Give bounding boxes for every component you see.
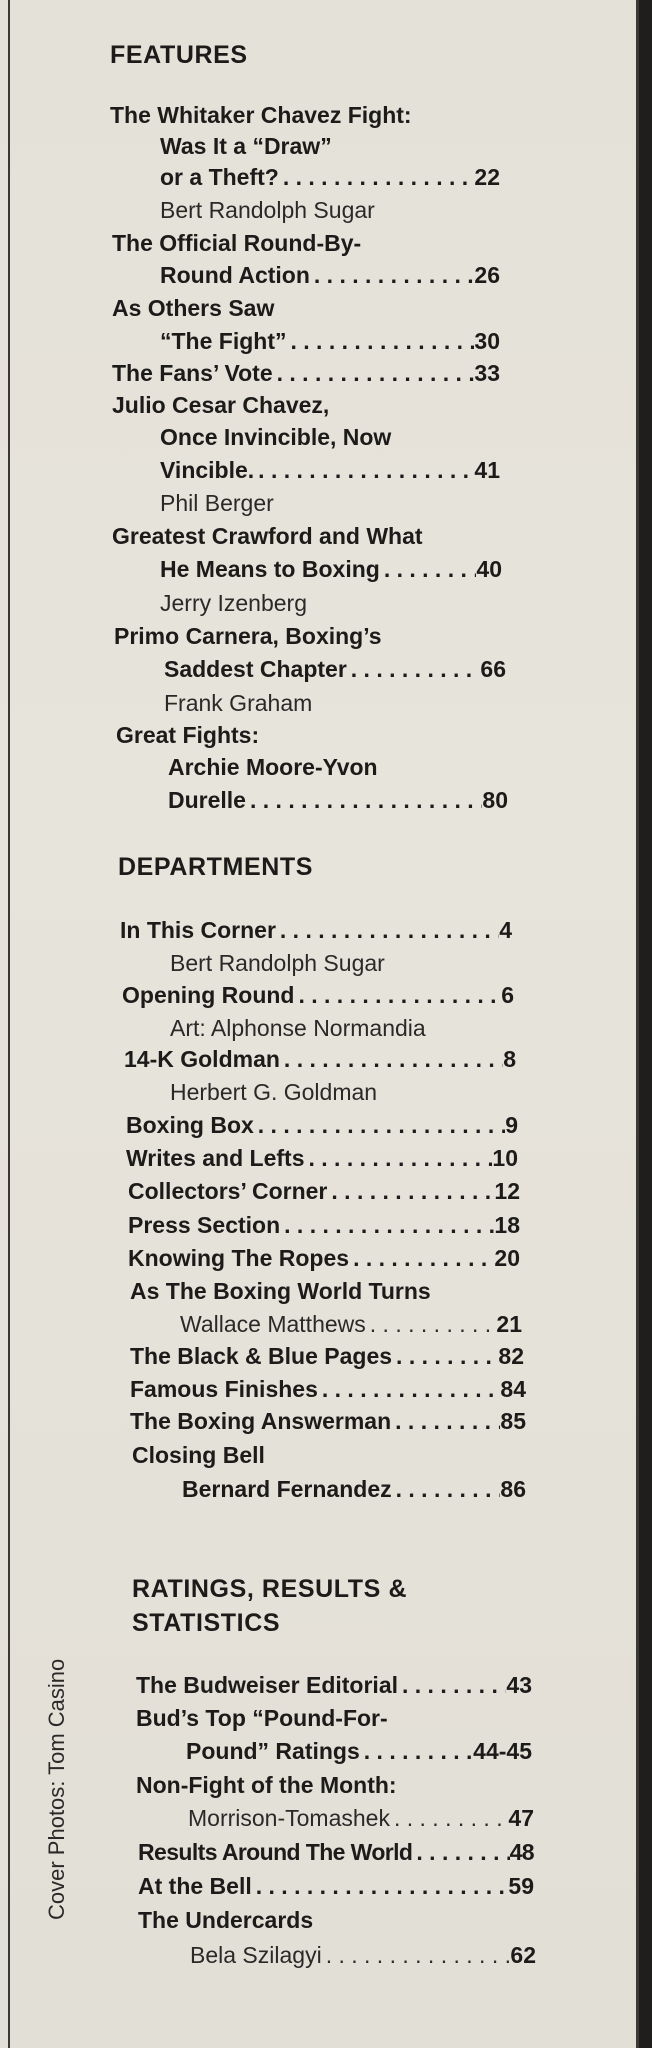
departments-heading: DEPARTMENTS [118, 853, 314, 881]
leader-dots [390, 1803, 508, 1833]
entry-page: 66 [480, 656, 506, 682]
leader-dots [246, 785, 482, 815]
entry-page: 48 [509, 1839, 534, 1865]
entry-title: Boxing Box [126, 1112, 254, 1138]
entry-page: 44-45 [473, 1738, 532, 1764]
leader-dots [273, 358, 475, 388]
entry-title: Bernard Fernandez [182, 1476, 392, 1502]
entry-title: “The Fight” [160, 328, 287, 354]
entry-title: Collectors’ Corner [128, 1178, 328, 1204]
ratings-line: The Undercards [138, 1907, 314, 1933]
entry-title: Vincible. [160, 457, 255, 483]
author-line: Art: Alphonse Normandia [170, 1015, 426, 1041]
leader-dots [360, 1736, 473, 1766]
leader-dots [380, 554, 477, 584]
cover-photo-credit: Cover Photos: Tom Casino [44, 1658, 69, 1920]
entry-title: Round Action [160, 262, 310, 288]
entry-page: 84 [500, 1376, 526, 1402]
entry-title: The Black & Blue Pages [130, 1343, 393, 1369]
feature-entry [160, 260, 500, 290]
author-line: Jerry Izenberg [160, 590, 308, 616]
entry-title: At the Bell [138, 1873, 252, 1899]
department-entry [124, 1044, 516, 1074]
leader-dots [310, 260, 475, 290]
entry-page: 10 [492, 1145, 518, 1171]
entry-title: Wallace Matthews [180, 1311, 366, 1337]
feature-entry [160, 326, 500, 356]
leader-dots [349, 1243, 494, 1273]
entry-title: He Means to Boxing [160, 556, 380, 582]
leader-dots [254, 1110, 505, 1140]
leader-dots [294, 980, 501, 1010]
leader-dots [280, 1210, 494, 1240]
department-entry [128, 1243, 520, 1273]
department-entry [128, 1176, 520, 1206]
leader-dots [327, 1176, 494, 1206]
feature-line: Primo Carnera, Boxing’s [114, 623, 382, 649]
feature-entry [164, 654, 506, 684]
ratings-entry [188, 1803, 534, 1833]
entry-title: Saddest Chapter [164, 656, 347, 682]
feature-line: As Others Saw [112, 295, 275, 321]
leader-dots [305, 1143, 493, 1173]
page-edge [639, 0, 652, 2048]
entry-page: 59 [508, 1873, 534, 1899]
department-entry [130, 1406, 526, 1436]
ratings-line: Non-Fight of the Month: [136, 1772, 397, 1798]
leader-dots [392, 1341, 498, 1371]
feature-entry [160, 162, 500, 192]
entry-title: Morrison-Tomashek [188, 1805, 390, 1831]
leader-dots [254, 455, 474, 485]
entry-page: 80 [482, 787, 508, 813]
entry-title: Knowing The Ropes [128, 1245, 350, 1271]
entry-title: Bela Szilagyi [190, 1942, 322, 1968]
leader-dots [398, 1670, 506, 1700]
author-line: Bert Randolph Sugar [170, 950, 385, 976]
author-line: Bert Randolph Sugar [160, 197, 375, 223]
leader-dots [392, 1474, 501, 1504]
entry-title: Durelle [168, 787, 246, 813]
leader-dots [276, 915, 499, 945]
leader-dots [366, 1309, 497, 1339]
department-entry [126, 1143, 518, 1173]
entry-title: The Fans’ Vote [112, 360, 273, 386]
author-line: Herbert G. Goldman [170, 1079, 378, 1105]
leader-dots [322, 1940, 511, 1970]
department-entry [130, 1374, 526, 1404]
leader-dots [412, 1837, 509, 1867]
author-line: Frank Graham [164, 690, 313, 716]
entry-page: 82 [498, 1343, 524, 1369]
department-entry [122, 980, 514, 1010]
entry-page: 20 [494, 1245, 520, 1271]
entry-page: 18 [494, 1212, 520, 1238]
entry-page: 62 [510, 1942, 536, 1968]
feature-line: The Official Round-By- [112, 230, 362, 256]
features-heading: FEATURES [110, 41, 248, 69]
feature-line: Julio Cesar Chavez, [112, 392, 330, 418]
department-entry [180, 1309, 522, 1339]
entry-title: Press Section [128, 1212, 281, 1238]
ratings-entry [136, 1670, 532, 1700]
entry-page: 85 [500, 1408, 526, 1434]
left-border-rule [8, 0, 10, 2048]
ratings-heading: RATINGS, RESULTS & [132, 1575, 408, 1603]
entry-title: The Budweiser Editorial [136, 1672, 398, 1698]
feature-line: Was It a “Draw” [160, 133, 332, 159]
entry-page: 6 [501, 982, 514, 1008]
ratings-line: Bud’s Top “Pound-For- [136, 1705, 388, 1731]
entry-page: 21 [496, 1311, 522, 1337]
ratings-entry [138, 1837, 534, 1867]
entry-page: 4 [499, 917, 512, 943]
leader-dots [286, 326, 474, 356]
entry-page: 9 [505, 1112, 518, 1138]
feature-line: Greatest Crawford and What [112, 523, 423, 549]
department-line: Closing Bell [132, 1442, 265, 1468]
entry-title: Pound” Ratings [186, 1738, 360, 1764]
leader-dots [391, 1406, 500, 1436]
ratings-heading-line2: STATISTICS [132, 1609, 281, 1637]
department-entry [120, 915, 512, 945]
feature-line: Great Fights: [116, 722, 260, 748]
department-line: As The Boxing World Turns [130, 1278, 431, 1304]
leader-dots [252, 1871, 509, 1901]
leader-dots [280, 1044, 503, 1074]
leader-dots [279, 162, 475, 192]
entry-page: 26 [474, 262, 500, 288]
entry-page: 12 [494, 1178, 520, 1204]
feature-line: The Whitaker Chavez Fight: [110, 102, 412, 128]
feature-line: Once Invincible, Now [160, 424, 392, 450]
entry-page: 8 [503, 1046, 516, 1072]
feature-entry [160, 554, 502, 584]
ratings-entry [186, 1736, 532, 1766]
leader-dots [318, 1374, 501, 1404]
feature-line: Archie Moore-Yvon [168, 754, 378, 780]
author-line: Phil Berger [160, 490, 274, 516]
entry-title: 14-K Goldman [124, 1046, 280, 1072]
entry-title: In This Corner [120, 917, 276, 943]
entry-page: 43 [506, 1672, 532, 1698]
department-entry [130, 1341, 524, 1371]
feature-entry [160, 455, 500, 485]
entry-page: 33 [474, 360, 500, 386]
entry-title: The Boxing Answerman [130, 1408, 392, 1434]
department-entry [126, 1110, 518, 1140]
entry-title: Famous Finishes [130, 1376, 318, 1402]
feature-entry [112, 358, 500, 388]
entry-page: 40 [476, 556, 502, 582]
leader-dots [347, 654, 481, 684]
entry-title: or a Theft? [160, 164, 279, 190]
entry-page: 30 [474, 328, 500, 354]
entry-page: 22 [474, 164, 500, 190]
entry-page: 41 [474, 457, 500, 483]
department-entry [182, 1474, 526, 1504]
ratings-entry [138, 1871, 534, 1901]
department-entry [128, 1210, 520, 1240]
feature-entry [168, 785, 508, 815]
ratings-entry [190, 1940, 536, 1970]
entry-page: 47 [508, 1805, 534, 1831]
entry-title: Opening Round [122, 982, 295, 1008]
entry-title: Results Around The World [138, 1839, 413, 1865]
entry-page: 86 [500, 1476, 526, 1502]
entry-title: Writes and Lefts [126, 1145, 305, 1171]
